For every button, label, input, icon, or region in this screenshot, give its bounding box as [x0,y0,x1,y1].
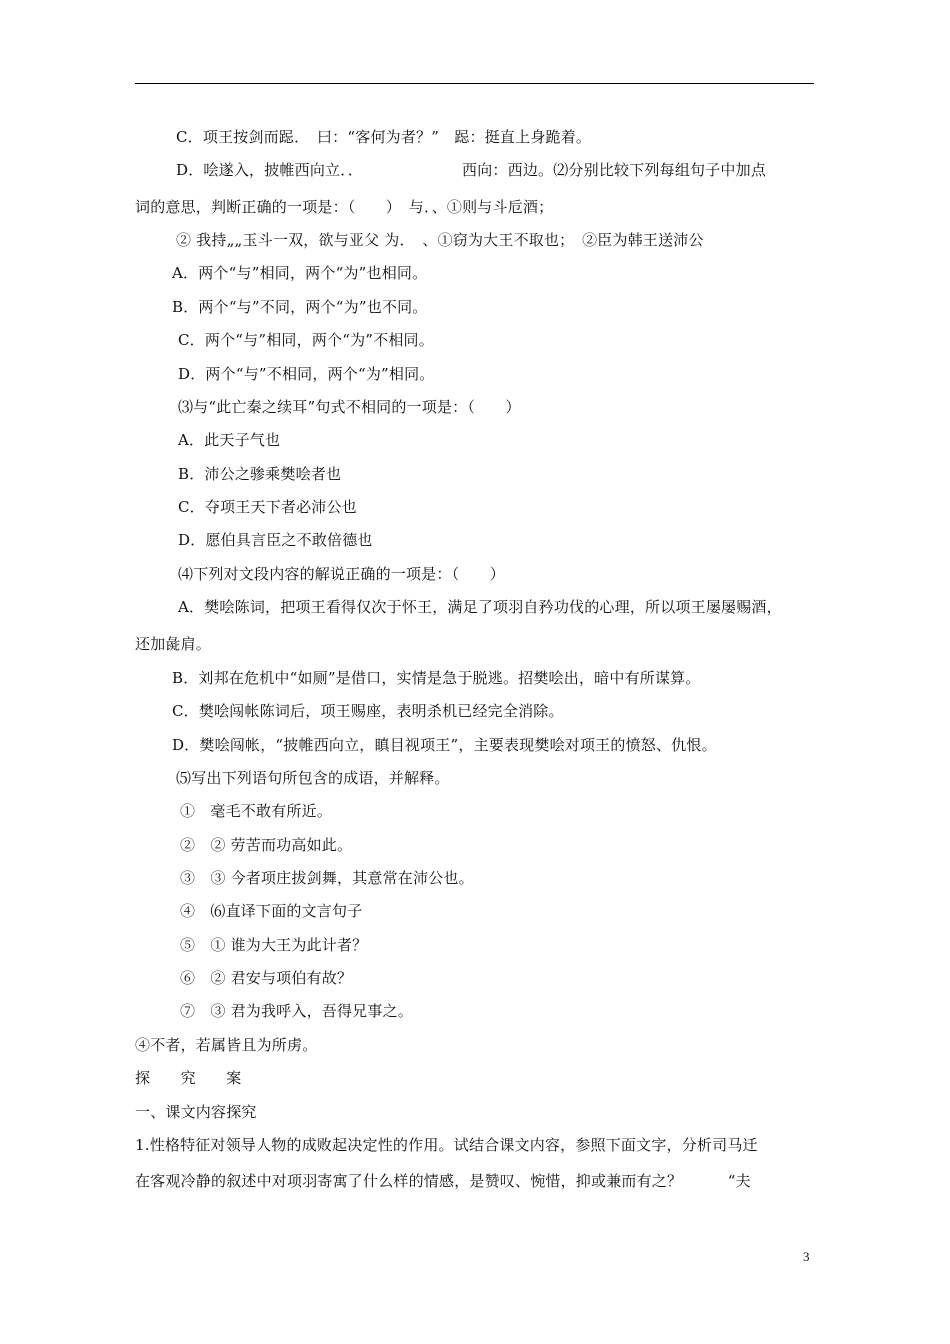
option-line: C．两个“与”相同，两个“为”不相同。 [178,331,434,349]
question-line: ⑶与“此亡秦之续耳”句式不相同的一项是：（ ） [178,398,521,416]
text-line: C．项王按剑而跽． 曰：“客何为者？” 跽：挺直上身跪着。 [176,128,592,146]
option-line: A．樊哙陈词，把项王看得仅次于怀王，满足了项羽自矜功伐的心理，所以项王屡屡赐酒， [178,598,782,616]
section-subheading: 一、课文内容探究 [135,1103,257,1121]
option-line: B．沛公之骖乘樊哙者也 [178,465,342,483]
text-line: ④不者，若属皆且为所虏。 [135,1036,318,1054]
list-item: ④ ⑹直译下面的文言句子 [180,902,363,920]
option-line: C．樊哙闯帐陈词后，项王赐座，表明杀机已经完全消除。 [172,702,564,720]
option-line: B．刘邦在危机中“如厕”是借口，实情是急于脱逃。招樊哙出，暗中有所谋算。 [172,669,701,687]
option-line: D．樊哙闯帐，“披帷西向立，瞋目视项王”，主要表现樊哙对项王的愤怒、仇恨。 [172,736,717,754]
header-rule [135,83,814,84]
question-line: ⑷下列对文段内容的解说正确的一项是：（ ） [178,565,505,583]
section-heading: 探 究 案 [135,1069,242,1087]
list-item: ① 毫毛不敢有所近。 [180,802,333,820]
text-line: 词的意思，判断正确的一项是：（ ） 与．、①则与斗卮酒； [135,198,554,216]
option-line: A．此天子气也 [178,431,281,449]
text-line: 1.性格特征对领导人物的成败起决定性的作用。试结合课文内容，参照下面文字，分析司马迁 [135,1136,758,1154]
option-line: B．两个“与”不同，两个“为”也不同。 [172,298,428,316]
text-line: ② 我持„„玉斗一双，欲与亚父 为． 、①窃为大王不取也； ②臣为韩王送沛公 [176,231,704,249]
list-item: ⑦ ③ 君为我呼入，吾得兄事之。 [180,1002,413,1020]
text-line: D．哙遂入，披帷西向立．． 西向：西边。⑵分别比较下列每组句子中加点 [176,161,767,179]
question-line: ⑸写出下列语句所包含的成语，并解释。 [176,769,450,787]
list-item: ⑤ ① 谁为大王为此计者？ [180,936,368,954]
text-line: 还加彘肩。 [135,635,212,653]
option-line: A．两个“与”相同，两个“为”也相同。 [172,264,428,282]
option-line: D．愿伯具言臣之不敢倍德也 [178,531,373,549]
list-item: ③ ③ 今者项庄拔剑舞，其意常在沛公也。 [180,869,474,887]
page-number: 3 [803,1249,810,1264]
option-line: D．两个“与”不相同，两个“为”相同。 [178,365,435,383]
text-line: 在客观冷静的叙述中对项羽寄寓了什么样的情感，是赞叹、惋惜，抑或兼而有之？ “夫 [135,1172,751,1190]
option-line: C．夺项王天下者必沛公也 [178,498,357,516]
list-item: ⑥ ② 君安与项伯有故？ [180,969,353,987]
list-item: ② ② 劳苦而功高如此。 [180,836,353,854]
